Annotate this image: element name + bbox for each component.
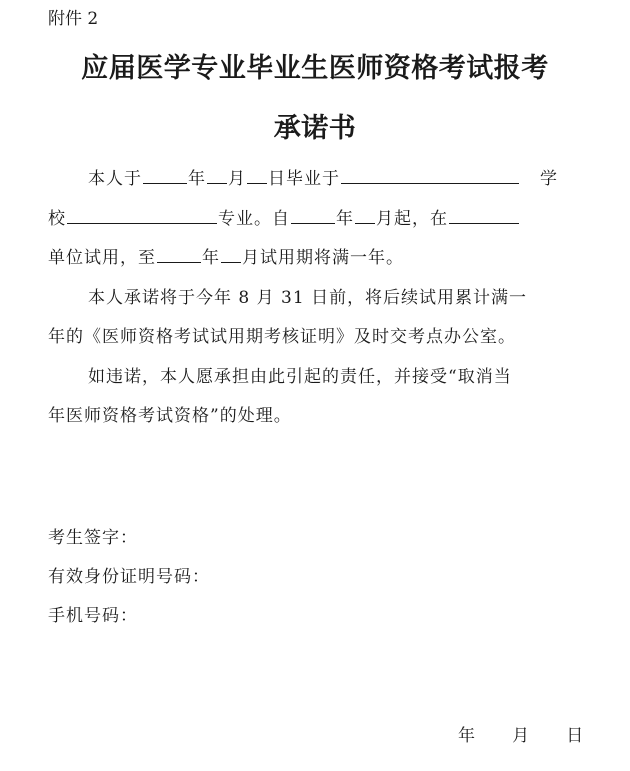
- trial-unit-blank: [449, 206, 519, 224]
- paragraph-1-line-1: [88, 164, 520, 189]
- text-segment: 年: [336, 209, 354, 229]
- text-segment: 单位试用，至: [48, 248, 156, 268]
- attachment-label: 附件 2: [48, 9, 99, 29]
- date-month-label: 月: [512, 726, 530, 746]
- id-number-label: 有效身份证明号码：: [48, 567, 210, 587]
- candidate-signature-label: 考生签字：: [48, 528, 138, 548]
- trial-end-year-blank: [157, 245, 201, 263]
- major-blank: [67, 206, 217, 224]
- trial-end-month-blank: [221, 245, 241, 263]
- graduation-day-blank: [247, 166, 267, 184]
- paragraph-3-line-1: 如违诺，本人愿承担由此引起的责任，并接受“取消当: [88, 367, 512, 387]
- text-segment: 专业。自: [218, 209, 290, 229]
- paragraph-1-line-1-end: 学: [540, 169, 558, 189]
- graduation-month-blank: [207, 166, 227, 184]
- text-segment: 月: [228, 169, 246, 189]
- text-segment: 本人于: [88, 169, 142, 189]
- paragraph-3-line-2: 年医师资格考试资格”的处理。: [48, 406, 292, 426]
- text-segment: 校: [48, 209, 66, 229]
- date-line: [458, 721, 583, 746]
- date-day-label: 日: [566, 726, 584, 746]
- trial-start-year-blank: [291, 206, 335, 224]
- document-title-line-1: 应届医学专业毕业生医师资格考试报考: [81, 53, 549, 84]
- date-year-label: 年: [458, 726, 475, 746]
- phone-number-label: 手机号码：: [48, 606, 138, 626]
- trial-start-month-blank: [355, 206, 375, 224]
- text-segment: 日毕业于: [268, 169, 340, 189]
- text-segment: 月试用期将满一年。: [242, 248, 404, 268]
- graduation-year-blank: [143, 166, 187, 184]
- document-title-line-2: 承诺书: [273, 113, 357, 144]
- text-segment: 年: [188, 169, 206, 189]
- text-segment: 年: [202, 248, 220, 268]
- paragraph-1-line-3: [48, 243, 404, 268]
- paragraph-1-line-2: [48, 204, 520, 229]
- paragraph-2-line-1: 本人承诺将于今年 8 月 31 日前，将后续试用累计满一: [88, 288, 528, 308]
- paragraph-2-line-2: 年的《医师资格考试试用期考核证明》及时交考点办公室。: [48, 327, 516, 347]
- school-blank: [341, 166, 519, 184]
- text-segment: 月起，在: [376, 209, 448, 229]
